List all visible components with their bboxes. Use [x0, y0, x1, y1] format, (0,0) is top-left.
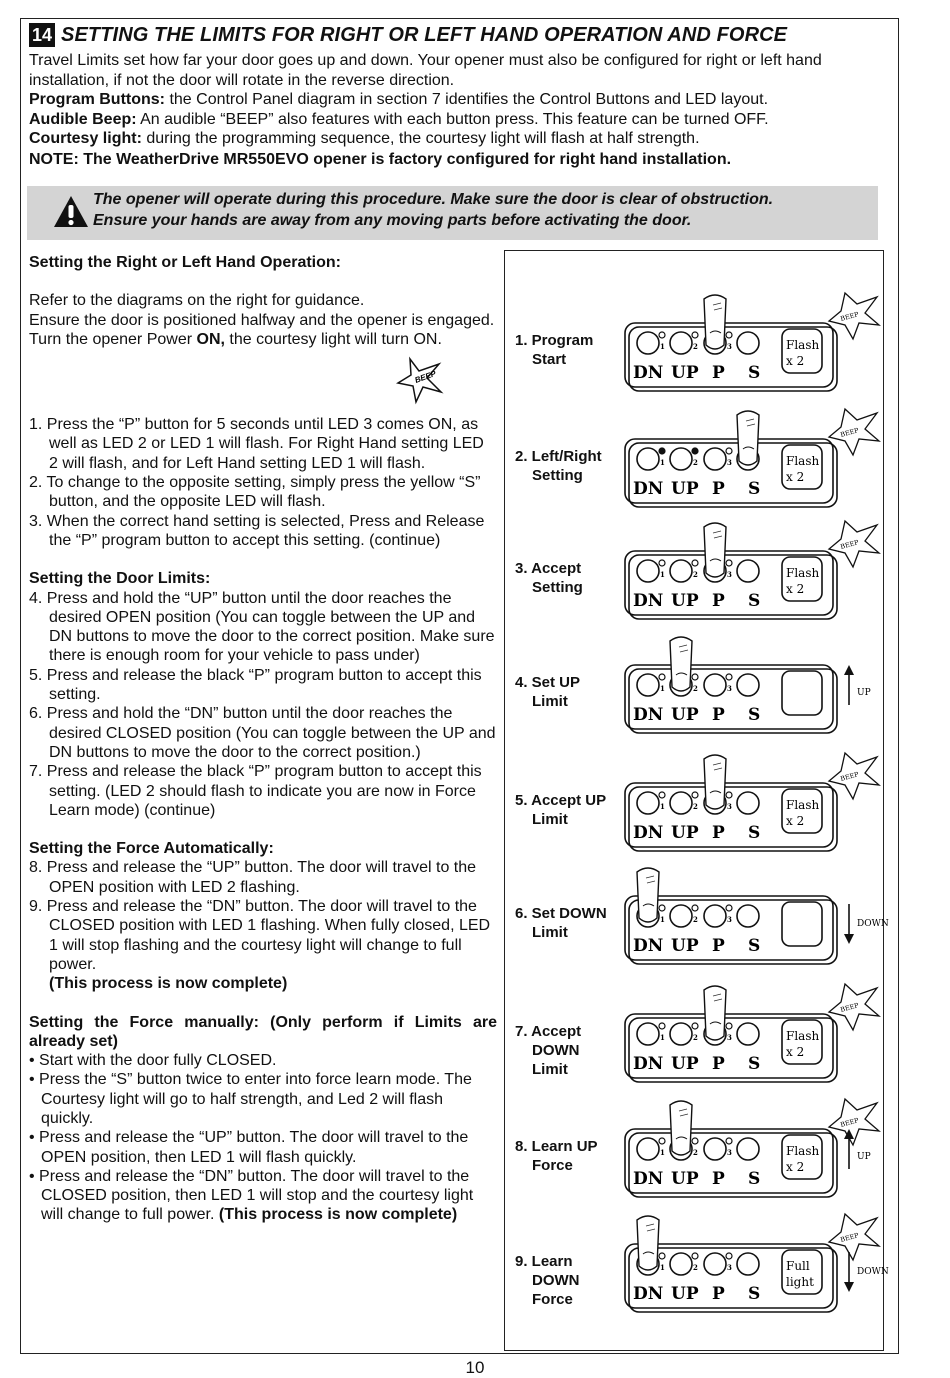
display-text: Flash [786, 798, 820, 812]
button-label-dn: DN [633, 823, 664, 843]
panel-button [704, 1138, 726, 1160]
display-text: x 2 [786, 470, 805, 484]
power-text: Turn the opener Power ON, the courtesy light will turn ON. [29, 330, 442, 348]
led-indicator [692, 792, 698, 798]
led-indicator [726, 560, 732, 566]
button-label-up: UP [671, 1169, 699, 1189]
panel-button [737, 674, 759, 696]
control-panel-diagram [505, 407, 881, 522]
section-header [29, 23, 787, 47]
arrow-label: DOWN [857, 1267, 889, 1277]
button-label-s: S [748, 479, 761, 499]
button-label-p: P [712, 705, 725, 725]
button-label-up: UP [671, 591, 699, 611]
step-4-text: 4. Press and hold the “UP” button until the door reaches the desired OPEN position (You can toggle between the UP and DN buttons to move the door to the correct position. Make sure there is enough room for your vehicle to pass under) [29, 589, 495, 665]
led-number: 2 [693, 915, 698, 924]
led-number: 2 [693, 1148, 698, 1157]
display-box [782, 902, 822, 946]
panel-button [737, 905, 759, 927]
led-indicator [726, 905, 732, 911]
display-text: x 2 [786, 1160, 805, 1174]
button-label-p: P [712, 363, 725, 383]
manual-step-2: • Press the “S” button twice to enter into force learn mode. The Courtesy light will go to half strength, and Led 2 will flash quickly. [29, 1071, 472, 1127]
finger-icon [670, 637, 692, 691]
button-label-dn: DN [633, 705, 664, 725]
intro-block [29, 51, 895, 169]
led-number: 3 [727, 342, 732, 351]
panel-button [670, 448, 692, 470]
button-label-dn: DN [633, 936, 664, 956]
display-text: x 2 [786, 814, 805, 828]
page-number: 10 [465, 1358, 485, 1377]
finger-icon [637, 868, 659, 922]
led-indicator [659, 1253, 665, 1259]
display-text: Flash [786, 1029, 820, 1043]
button-label-up: UP [671, 363, 699, 383]
led-indicator [659, 674, 665, 680]
control-panel-diagram [505, 982, 881, 1097]
led-number: 1 [660, 1263, 665, 1272]
display-text: light [786, 1275, 814, 1289]
led-number: 2 [693, 458, 698, 467]
led-indicator [726, 792, 732, 798]
panel-button [670, 905, 692, 927]
panel-button [737, 792, 759, 814]
led-number: 1 [660, 342, 665, 351]
led-number: 1 [660, 458, 665, 467]
beep-text: BEEP [839, 770, 860, 783]
button-label-s: S [748, 1284, 761, 1304]
led-number: 3 [727, 458, 732, 467]
beep-text: BEEP [839, 1116, 860, 1129]
button-label-dn: DN [633, 1169, 664, 1189]
warning-box [27, 186, 878, 240]
button-label-up: UP [671, 1284, 699, 1304]
led-indicator [692, 332, 698, 338]
button-label-dn: DN [633, 591, 664, 611]
heading-force-auto: Setting the Force Automatically: [29, 840, 274, 858]
button-label-p: P [712, 936, 725, 956]
step-label: 6. Set DOWN Limit [515, 905, 607, 941]
panel-button [737, 1253, 759, 1275]
led-number: 3 [727, 570, 732, 579]
ensure-text: Ensure the door is positioned halfway and the opener is engaged. [29, 311, 495, 329]
button-label-dn: DN [633, 1054, 664, 1074]
step-label: 9. Learn DOWN Force [515, 1253, 580, 1308]
control-panel-diagram [505, 864, 889, 979]
display-text: Flash [786, 338, 820, 352]
control-panel-diagram [505, 1097, 881, 1212]
control-panel-diagram [505, 519, 881, 634]
led-number: 1 [660, 1033, 665, 1042]
finger-icon [704, 986, 726, 1040]
panel-button [670, 332, 692, 354]
panel-button [670, 1253, 692, 1275]
warning-icon [53, 194, 89, 230]
display-text: x 2 [786, 354, 805, 368]
button-label-s: S [748, 936, 761, 956]
button-label-dn: DN [633, 479, 664, 499]
panel-button [637, 560, 659, 582]
panel-button [670, 792, 692, 814]
led-number: 2 [693, 1263, 698, 1272]
led-number: 1 [660, 570, 665, 579]
led-number: 3 [727, 1148, 732, 1157]
intro-audible-beep: Audible Beep: An audible “BEEP” also features with each button press. This feature can be turned OFF. [29, 110, 769, 128]
button-label-up: UP [671, 479, 699, 499]
display-text: Flash [786, 454, 820, 468]
display-text: x 2 [786, 582, 805, 596]
led-indicator [692, 1023, 698, 1029]
button-label-s: S [748, 1054, 761, 1074]
panel-button [704, 905, 726, 927]
heading-force-manual: Setting the Force manually: (Only perform if Limits are already set) [29, 1013, 497, 1050]
finger-icon [737, 411, 759, 465]
step-9-text: 9. Press and release the “DN” button. The door will travel to the CLOSED position with LED 1 flashing. When fully closed, LED 1 will stop flashing and the courtesy light will change to full power. [29, 898, 491, 973]
led-indicator [659, 792, 665, 798]
led-number: 3 [727, 684, 732, 693]
beep-text: BEEP [839, 1231, 860, 1244]
led-indicator [726, 332, 732, 338]
panel-button [637, 1138, 659, 1160]
beep-text: BEEP [839, 1001, 860, 1014]
panel-button [670, 560, 692, 582]
button-label-p: P [712, 823, 725, 843]
warning-text: The opener will operate during this procedure. Make sure the door is clear of obstruction. Ensure your hands are away from any moving parts before activating the door. [93, 191, 774, 229]
manual-step-4: • Press and release the “DN” button. The door will travel to the CLOSED position, then LED 1 will stop and the courtesy light will change to full power. (This process is now complete) [29, 1167, 474, 1224]
beep-star-icon [394, 356, 450, 406]
button-label-s: S [748, 823, 761, 843]
display-text: Full [786, 1259, 810, 1273]
led-indicator [726, 448, 732, 454]
step-7-text: 7. Press and release the black “P” program button to accept this setting. (LED 2 should flash to indicate you are now in Force Learn mode) (continue) [29, 763, 482, 819]
step-5-text: 5. Press and release the black “P” program button to accept this setting. [29, 666, 482, 704]
step-8-text: 8. Press and release the “UP” button. The door will travel to the OPEN position with LED 2 flashing. [29, 859, 477, 896]
led-indicator [726, 1023, 732, 1029]
led-indicator [659, 332, 665, 338]
panel-button [637, 792, 659, 814]
led-indicator [659, 1138, 665, 1144]
arrow-label: DOWN [857, 919, 889, 929]
led-indicator [659, 1023, 665, 1029]
panel-button [637, 448, 659, 470]
led-number: 3 [727, 915, 732, 924]
button-label-dn: DN [633, 363, 664, 383]
beep-star-left-wrap [29, 349, 497, 415]
button-label-up: UP [671, 1054, 699, 1074]
button-label-up: UP [671, 705, 699, 725]
led-number: 3 [727, 1033, 732, 1042]
diagram-panel [504, 250, 889, 1351]
button-label-s: S [748, 705, 761, 725]
arrow-up-icon [844, 665, 854, 705]
heading-hand-operation: Setting the Right or Left Hand Operation: [29, 254, 341, 271]
intro-travel-limits: Travel Limits set how far your door goes up and down. Your opener must also be configured for right or left hand installation, if not the door will rotate in the reverse direction. [29, 52, 822, 89]
led-number: 1 [660, 802, 665, 811]
button-label-dn: DN [633, 1284, 664, 1304]
step-label: 5. Accept UP Limit [515, 792, 607, 828]
arrow-label: UP [857, 688, 871, 698]
led-number: 2 [693, 802, 698, 811]
finger-icon [704, 523, 726, 577]
panel-button [704, 674, 726, 696]
panel-button [737, 560, 759, 582]
step-label: 2. Left/Right Setting [515, 448, 602, 484]
finger-icon [670, 1101, 692, 1155]
button-label-p: P [712, 1169, 725, 1189]
led-number: 2 [693, 570, 698, 579]
led-number: 1 [660, 1148, 665, 1157]
display-text: x 2 [786, 1045, 805, 1059]
page-frame [20, 18, 899, 1354]
beep-text: BEEP [839, 310, 860, 323]
led-indicator [659, 448, 665, 454]
led-indicator [726, 1138, 732, 1144]
heading-door-limits: Setting the Door Limits: [29, 570, 211, 588]
refer-text: Refer to the diagrams on the right for guidance. [29, 292, 365, 310]
panel-button [637, 1023, 659, 1045]
beep-text: BEEP [839, 538, 860, 551]
button-label-p: P [712, 1054, 725, 1074]
step-9-complete: (This process is now complete) [49, 975, 288, 993]
step-3-text: 3. When the correct hand setting is selected, Press and Release the “P” program button to accept this setting. (continue) [29, 512, 485, 549]
step-label: 8. Learn UP Force [515, 1138, 598, 1174]
button-label-p: P [712, 1284, 725, 1304]
panel-button [704, 448, 726, 470]
button-label-p: P [712, 479, 725, 499]
step-label: 4. Set UP Limit [515, 674, 581, 710]
arrow-down-icon [844, 904, 854, 944]
led-indicator [692, 448, 698, 454]
instructions-column [29, 253, 497, 1225]
led-number: 2 [693, 1033, 698, 1042]
intro-courtesy-light: Courtesy light: during the programming sequence, the courtesy light will flash at half strength. [29, 130, 700, 147]
button-label-s: S [748, 363, 761, 383]
display-box [782, 671, 822, 715]
led-number: 1 [660, 915, 665, 924]
panel-button [737, 1138, 759, 1160]
step-6-text: 6. Press and hold the “DN” button until the door reaches the desired CLOSED position (You can toggle between the UP and DN buttons to move the door to the correct position.) [29, 705, 496, 761]
manual-step-1: • Start with the door fully CLOSED. [29, 1052, 277, 1070]
led-indicator [692, 674, 698, 680]
step-label: 7. Accept DOWN Limit [515, 1023, 582, 1078]
intro-program-buttons: Program Buttons: the Control Panel diagram in section 7 identifies the Control Buttons and LED layout. [29, 91, 769, 108]
control-panel-diagram [505, 751, 881, 866]
button-label-up: UP [671, 936, 699, 956]
button-label-s: S [748, 1169, 761, 1189]
panel-button [737, 1023, 759, 1045]
section-title: SETTING THE LIMITS FOR RIGHT OR LEFT HAND OPERATION AND FORCE [61, 23, 788, 46]
led-indicator [692, 560, 698, 566]
led-indicator [692, 905, 698, 911]
beep-text: BEEP [413, 369, 438, 386]
button-label-up: UP [671, 823, 699, 843]
finger-icon [637, 1216, 659, 1270]
panel-button [637, 674, 659, 696]
button-label-p: P [712, 591, 725, 611]
panel-button [670, 1023, 692, 1045]
step-label: 3. Accept Setting [515, 560, 583, 596]
finger-icon [704, 755, 726, 809]
beep-text: BEEP [839, 426, 860, 439]
display-text: Flash [786, 566, 820, 580]
led-indicator [692, 1138, 698, 1144]
section-number: 14 [29, 23, 55, 47]
led-indicator [726, 1253, 732, 1259]
finger-icon [704, 295, 726, 349]
led-indicator [659, 560, 665, 566]
control-panel-diagram [505, 633, 881, 748]
step-2-text: 2. To change to the opposite setting, simply press the yellow “S” button, and the opposite LED will flash. [29, 474, 481, 511]
led-indicator [692, 1253, 698, 1259]
panel-button [737, 332, 759, 354]
step-label: 1. Program Start [515, 332, 594, 368]
arrow-label: UP [857, 1152, 871, 1162]
led-number: 1 [660, 684, 665, 693]
panel-button [637, 332, 659, 354]
button-label-s: S [748, 591, 761, 611]
panel-button [704, 1253, 726, 1275]
led-number: 2 [693, 342, 698, 351]
intro-note: NOTE: The WeatherDrive MR550EVO opener is factory configured for right hand installation. [29, 150, 732, 168]
led-number: 3 [727, 1263, 732, 1272]
led-indicator [659, 905, 665, 911]
led-number: 2 [693, 684, 698, 693]
led-indicator [726, 674, 732, 680]
step-1-text: 1. Press the “P” button for 5 seconds until LED 3 comes ON, as well as LED 2 or LED 1 will flash. For Right Hand setting LED 2 will flash, and for Left Hand setting LED 1 will flash. [29, 416, 484, 472]
led-number: 3 [727, 802, 732, 811]
manual-step-3: • Press and release the “UP” button. The door will travel to the OPEN position, then LED 1 will flash quickly. [29, 1129, 469, 1166]
control-panel-diagram [505, 291, 881, 406]
control-panel-diagram [505, 1212, 889, 1327]
display-text: Flash [786, 1144, 820, 1158]
